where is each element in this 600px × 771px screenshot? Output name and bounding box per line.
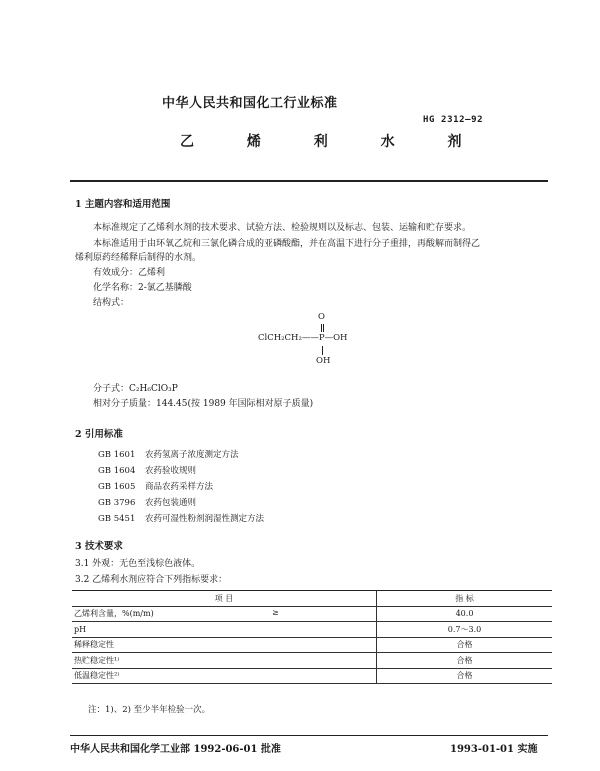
reference-title: 农药包装通则 [145,498,197,508]
item-3-2-requirements: 3.2 乙烯利水剂应符合下列指标要求： [75,575,228,585]
structure-hydroxyl-group: OH [316,356,331,366]
structure-single-bond [322,346,323,355]
structure-double-bond-2 [323,324,324,332]
row-item [72,668,377,684]
table-row [72,606,552,622]
table-row [72,637,552,653]
reference-title: 商品农药采样方法 [145,482,214,492]
section-1-paragraph-2-line-1: 本标准适用于由环氧乙烷和三氯化磷合成的亚磷酸酯，并在高温下进行分子重排，再酸解而制得乙 [93,239,481,249]
table-row [72,668,552,684]
structure-oxygen-atom: O [318,312,325,322]
table-row [72,653,552,669]
table-row [72,622,552,638]
column-header-value: 指 标 [377,591,553,607]
reference-title: 农药验收规则 [145,466,197,476]
reference-title: 农药可湿性粉剂润湿性测定方法 [145,514,265,524]
reference-item [98,448,239,460]
reference-item [98,496,196,508]
row-item-label: pH [74,624,87,634]
reference-code: GB 1605 [98,482,136,492]
section-2-heading: 2 引用标准 [75,429,123,440]
section-1-paragraph-2-line-2: 烯利原药经稀释后制得的水剂。 [75,253,202,263]
item-3-1-appearance: 3.1 外观：无色至浅棕色液体。 [75,559,201,569]
reference-code: GB 5451 [98,514,136,524]
reference-item [98,464,196,476]
row-value: 40.0 [377,606,553,622]
document-title: 乙 烯 利 水 剂 [180,134,486,150]
row-value: 合格 [377,668,553,684]
row-item-label: 稀释稳定性 [74,640,114,650]
reference-item [98,512,264,524]
molecular-formula: 分子式：C₂H₆ClO₃P [93,384,178,394]
column-header-item: 项 目 [72,591,377,607]
reference-code: GB 1604 [98,466,136,476]
specification-table [72,590,552,684]
section-1-heading: 1 主题内容和适用范围 [75,199,171,210]
header-rule [70,180,548,182]
row-item [72,606,377,622]
reference-item [98,480,213,492]
active-ingredient: 有效成分：乙烯利 [93,268,166,278]
structure-main-chain: ClCH₂CH₂——P—OH [258,333,348,343]
row-item-label: 低温稳定性²⁾ [74,671,120,681]
standard-code: HG 2312—92 [423,115,484,125]
row-value: 合格 [377,653,553,669]
structure-double-bond [321,324,322,332]
chemical-name: 化学名称：2-氯乙基膦酸 [93,283,192,293]
section-1-paragraph-1: 本标准规定了乙烯利水剂的技术要求、试验方法、检验规则以及标志、包装、运输和贮存要求。 [93,223,472,233]
reference-code: GB 1601 [98,450,136,460]
effective-date: 1993-01-01 实施 [450,744,538,755]
reference-title: 农药氢离子浓度测定方法 [145,450,239,460]
row-value: 合格 [377,637,553,653]
molecular-weight: 相对分子质量：144.45(按 1989 年国际相对原子质量) [93,399,314,409]
row-item-label: 乙烯利含量，%(m/m) [74,609,154,619]
structure-label: 结构式： [93,298,130,308]
footer-rule [70,735,548,736]
row-item [72,637,377,653]
reference-code: GB 3796 [98,498,136,508]
row-operator: ≥ [272,607,279,617]
row-item [72,622,377,638]
section-3-heading: 3 技术要求 [75,541,123,552]
approval-statement: 中华人民共和国化学工业部 1992-06-01 批准 [70,744,281,755]
table-footnote: 注：1)、2) 至少半年检验一次。 [88,705,211,715]
row-item [72,653,377,669]
row-value: 0.7～3.0 [377,622,553,638]
table-header-row [72,591,552,607]
issuing-authority-heading: 中华人民共和国化工行业标准 [162,96,338,111]
row-item-label: 热贮稳定性¹⁾ [74,655,120,665]
